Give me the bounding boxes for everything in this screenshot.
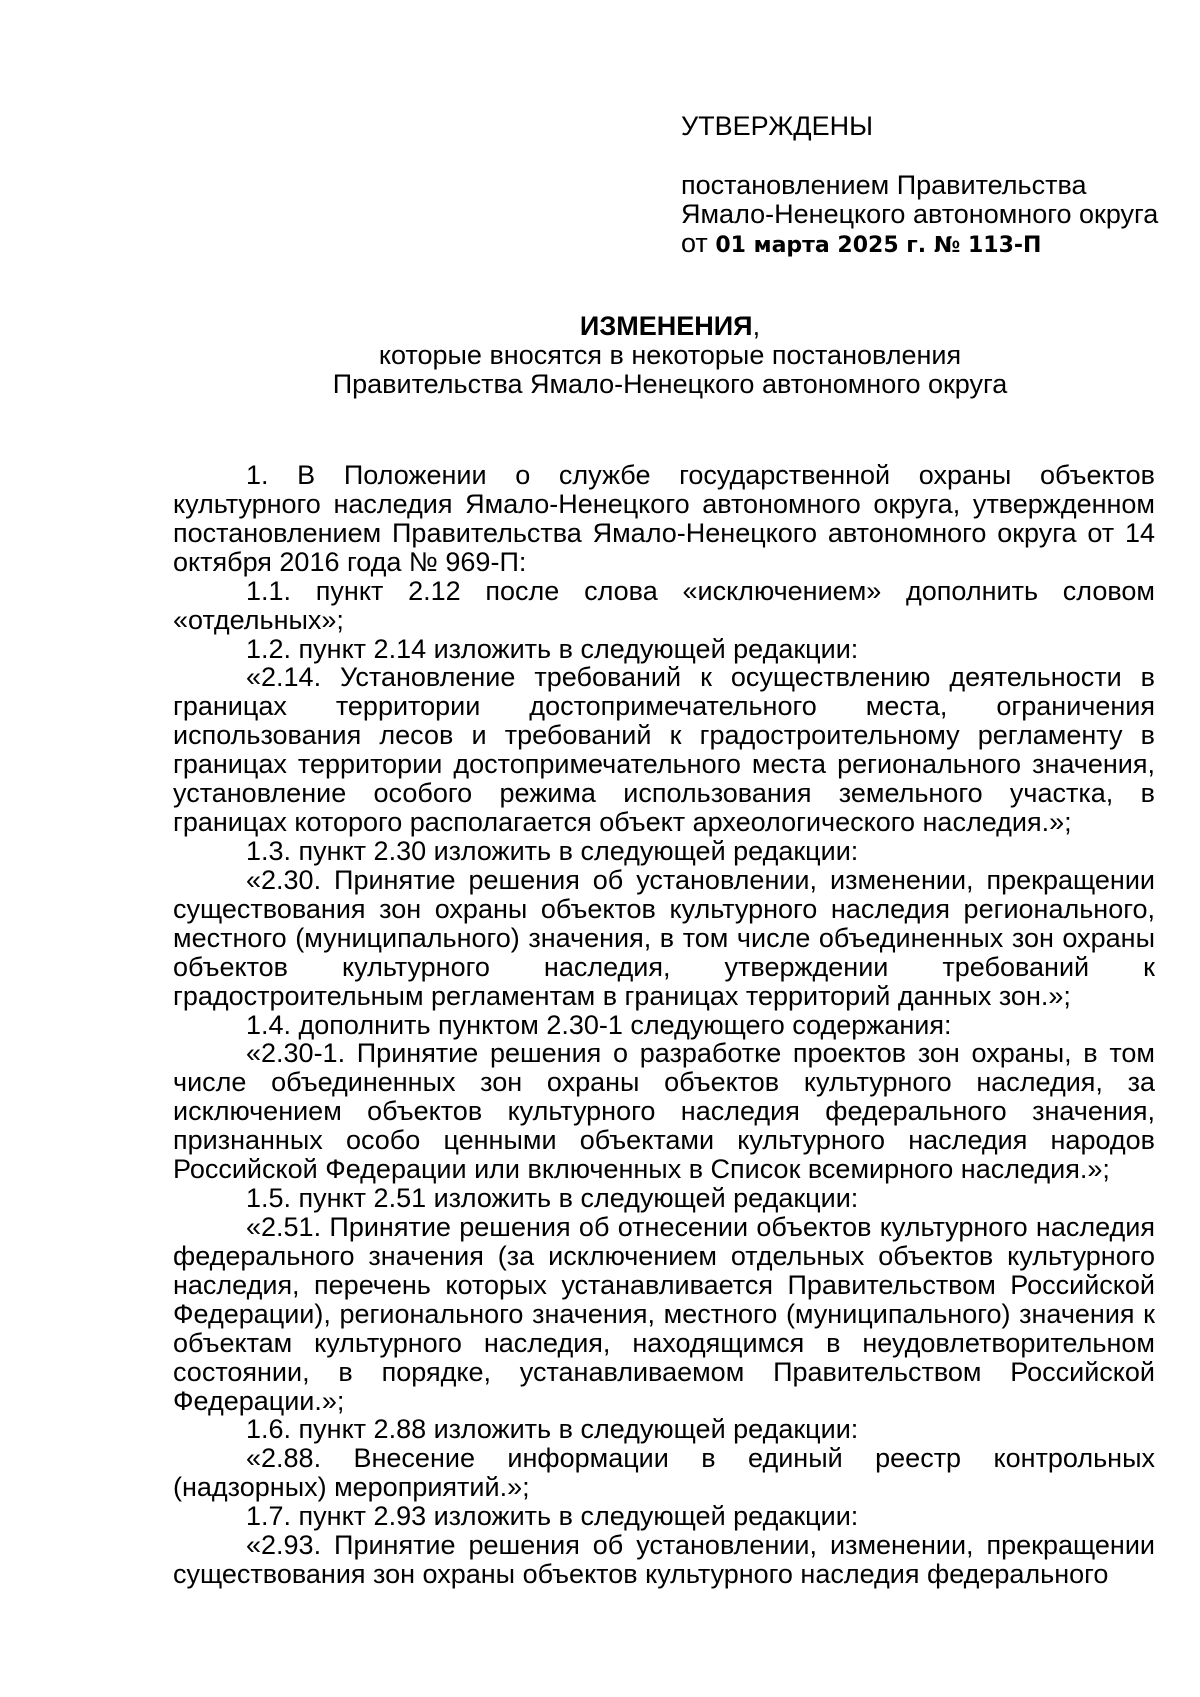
approval-stamp — [681, 112, 1181, 260]
paragraph-1-2: 1.2. пункт 2.14 изложить в следующей редакции: — [246, 633, 859, 664]
approval-from-word: от — [681, 228, 708, 258]
document-body — [173, 461, 1155, 1589]
document-title — [170, 312, 1170, 399]
quote-2-51: «2.51. Принятие решения об отнесении объектов культурного наследия федерального значения (за исключением отдельных объектов культурного наследия, перечень которых устанавливается Правительством Российской Федерации), регионального значения, местного (муниципального) значения к объектам культурного наследия, находящимся в неудовлетворительном состоянии, в порядке, устанавливаемом Правительством Российской Федерации.»; — [173, 1211, 1155, 1416]
title-line-2: которые вносятся в некоторые постановления — [378, 340, 962, 370]
paragraph-1-1: 1.1. пункт 2.12 после слова «исключением» дополнить словом «отдельных»; — [173, 575, 1155, 635]
decree-reference: 01 марта 2025 г. № 113-П — [715, 233, 1042, 258]
paragraph-1-7: 1.7. пункт 2.93 изложить в следующей редакции: — [246, 1501, 859, 1532]
title-line-1 — [170, 312, 1170, 341]
quote-2-30-1: «2.30-1. Принятие решения о разработке проектов зон охраны, в том числе объединенных зон охраны объектов культурного наследия, за исключением объектов культурного наследия федерального значения, признанных особо ценными объектами культурного наследия народов Российской Федерации или включенных в Список всемирного наследия.»; — [173, 1038, 1155, 1185]
paragraph-1-4: 1.4. дополнить пунктом 2.30-1 следующего содержания: — [246, 1009, 952, 1040]
title-comma: , — [752, 311, 761, 341]
quote-2-93: «2.93. Принятие решения об установлении, изменении, прекращении существования зон охраны объектов культурного наследия федерального — [173, 1530, 1155, 1590]
approval-heading: УТВЕРЖДЕНЫ — [681, 111, 873, 141]
paragraph-1-3: 1.3. пункт 2.30 изложить в следующей редакции: — [246, 835, 859, 866]
quote-2-30: «2.30. Принятие решения об установлении, изменении, прекращении существования зон охраны объектов культурного наследия регионального, местного (муниципального) значения, в том числе объединенных зон охраны объектов культурного наследия, утверждении требований к градостроительным регламентам в границах территорий данных зон.»; — [173, 864, 1155, 1011]
quote-2-14: «2.14. Установление требований к осуществлению деятельности в границах территории достопримечательного места, ограничения использования лесов и требований к градостроительному регламенту в границах территории достопримечательного места регионального значения, установление особого режима использования земельного участка, в границах которого располагается объект археологического наследия.»; — [173, 662, 1155, 838]
approval-line-decree: постановлением Правительства — [681, 170, 1087, 200]
paragraph-1-6: 1.6. пункт 2.88 изложить в следующей редакции: — [246, 1414, 859, 1445]
approval-line-date — [681, 229, 1181, 260]
quote-2-88: «2.88. Внесение информации в единый реестр контрольных (надзорных) мероприятий.»; — [173, 1443, 1155, 1503]
paragraph-1: 1. В Положении о службе государственной охраны объектов культурного наследия Ямало-Ненецкого автономного округа, утвержденном постановлением Правительства Ямало-Ненецкого автономного округа от 14 октября 2016 года № 969-П: — [173, 460, 1155, 577]
paragraph-1-5: 1.5. пункт 2.51 изложить в следующей редакции: — [246, 1183, 859, 1214]
approval-line-government: Ямало-Ненецкого автономного округа — [681, 199, 1159, 229]
title-line-3: Правительства Ямало-Ненецкого автономного округа — [332, 369, 1008, 399]
title-word: ИЗМЕНЕНИЯ — [579, 311, 753, 341]
